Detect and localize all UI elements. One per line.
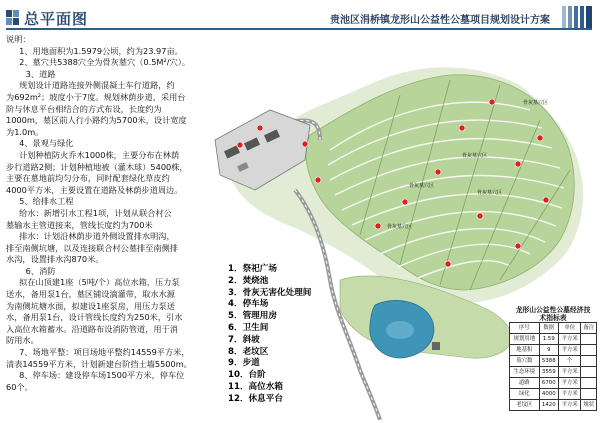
legend-item: 7．斜坡 [228,334,260,345]
table-row [510,389,597,400]
description-line: 为南侧坑塘水面，拟建设1座泵房，用压力泵送 [6,300,175,311]
description-line: 计划种植防火乔木1000株，主要分布在林荫 [19,149,180,160]
description-line: 水沟，设置排水沟870米。 [6,254,104,265]
description-line: 送水，备用泵1台，墓区铺设滴灌带，取水水源 [6,289,175,300]
zone-label: 骨灰墓穴区 [523,100,549,106]
indicator-table-title [509,306,597,322]
project-title: 贵池区涓桥镇龙形山公益性公墓项目规划设计方案 [330,15,550,26]
table-cell: 地基积 [510,345,540,356]
description-line: 清表14559平方米，计划新建台阶挡土墙5500m。 [6,358,192,369]
description-line: 4000平方米，主要设置在道路及林荫步道周边。 [6,184,183,195]
legend-item: 2．焚烧池 [228,275,269,286]
table-cell [581,378,597,389]
description-line: 水，备用泵1台，设计管线长度约为250米，引水 [6,312,183,323]
table-row [510,400,597,411]
description-line: 主要在墓地前均匀分布，同时配套绿化草皮约 [6,173,170,184]
table-cell: 道路 [510,378,540,389]
legend-item: 4．停车场 [228,299,269,310]
description-line: 排至南侧坑塘，以及连接联合村公墓排至南侧排 [6,242,178,253]
table-cell: 规状 [581,400,597,411]
table-row [510,356,597,367]
description-line: 2、墓穴共5388穴全为骨灰墓穴（0.5M²/穴）。 [19,57,190,68]
description-line: 为1.0m。 [6,126,44,137]
zone-label: 骨灰墓穴区 [409,183,435,189]
table-cell: 平方米 [558,367,581,378]
table-cell: 4000 [539,389,558,400]
legend-item: 6．卫生间 [228,322,269,333]
legend-item: 8．老坟区 [228,346,269,357]
table-cell [581,389,597,400]
table-header-row [510,323,597,334]
table-cell [581,367,597,378]
table-cell: 备注 [581,323,597,334]
table-row [510,367,597,378]
table-cell: 9 [539,345,558,356]
description-line: 7、场地平整：项目场地平整约14559平方米， [19,347,190,358]
table-cell [581,334,597,345]
table-cell: 平方米 [558,400,581,411]
table-cell [581,345,597,356]
table-row [510,378,597,389]
table-cell: 个 [558,356,581,367]
legend-item: 10．台阶 [228,370,266,381]
table-cell: 墓穴数 [510,356,540,367]
description-line: 1000m，墓区前人行小路约为5700米，设计宽度 [6,115,187,126]
table-cell: 序号 [510,323,540,334]
description-line: 4、景观与绿化 [19,138,74,149]
table-cell: 1.59 [539,334,558,345]
legend-item: 1．祭祀广场 [228,264,277,274]
description-line: 5、给排水工程 [19,196,74,207]
description-line: 防用水。 [6,335,39,346]
description-line: 入高位水箱蓄水。沿道路布设消防管道，用于消 [6,323,178,334]
table-cell: 平方米 [558,378,581,389]
table-cell: 5388 [539,356,558,367]
table-cell: 规划用地 [510,334,540,345]
description-line: 为692m²；坡度小于7度。规划林荫步道，采用台 [6,91,186,102]
description-line: 墓输水主管道接来，管线长度约为700米 [6,219,153,230]
description-line: 8、停车场：建设停车场1500平方米，停车位 [19,370,185,381]
table-cell: 单位 [558,323,581,334]
description-line: 阶与休息平台相结合的方式布设，长度约为 [6,103,162,114]
description-line: 规划设计道路连接外侧混凝土车行道路，约 [19,80,175,91]
table-row [510,334,597,345]
header-stripes-icon [562,6,592,28]
table-cell: 生态环境 [510,367,540,378]
description-label: 说明： [6,34,31,44]
legend-item: 9．步道 [228,358,260,369]
zone-label: 骨灰墓穴区 [462,153,488,159]
table-cell: 数据 [539,323,558,334]
title-marker-icon [6,10,20,26]
indicator-table [509,322,597,411]
table-cell [581,356,597,367]
description-line: 1、用地面积为1.5979公顷，约为23.97亩。 [19,45,183,56]
map-legend [228,264,311,406]
legend-item: 5．管理用房 [228,311,277,322]
indicator-table-panel [509,306,597,411]
table-cell: 绿化 [510,389,540,400]
zone-label: 骨灰墓穴区 [387,224,413,230]
indicator-table-title-line: 术指标表 [539,314,567,322]
description-line: 排水：计划沿林荫步道外侧设置排水明沟， [19,231,175,242]
description-line: 拟在山顶建1座（5吨/个）高位水箱，压力泵 [19,277,180,288]
table-cell: 平方米 [558,345,581,356]
description-line: 60个。 [6,381,33,392]
table-cell: 3559 [539,367,558,378]
description-line: 3、道路 [25,68,56,79]
table-cell: 平方米 [558,334,581,345]
indicator-table-title-line: 龙形山公益性公墓经济技 [515,306,591,314]
legend-item: 12．休息平台 [228,393,283,404]
table-cell: 平方米 [558,389,581,400]
table-cell: 老坟区 [510,400,540,411]
table-cell: 6700 [539,378,558,389]
description-line: 6、消防 [25,265,56,276]
header-rule [6,28,592,30]
legend-item: 3．骨灰无害化处理间 [228,287,312,298]
description-line: 给水：新增引水工程1项，计划从联合村公 [19,207,172,218]
legend-item: 11．高位水箱 [228,381,283,392]
zone-label: 骨灰墓穴区 [477,190,503,196]
description-line: 步行道路2侧；计划种植地被（灌木球）5400株， [6,161,188,172]
table-row [510,345,597,356]
page-title: 总平面图 [24,10,89,28]
table-cell: 1420 [539,400,558,411]
